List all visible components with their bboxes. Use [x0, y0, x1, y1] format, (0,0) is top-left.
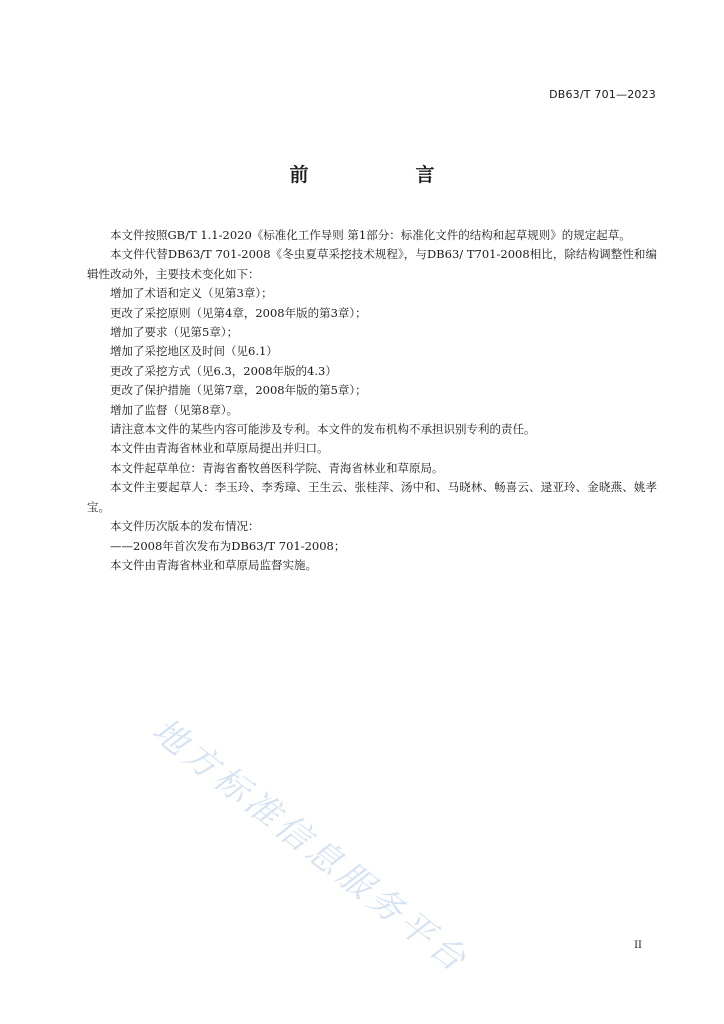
paragraph: 请注意本文件的某些内容可能涉及专利。本文件的发布机构不承担识别专利的责任。 — [110, 422, 536, 437]
change-item: 增加了监督（见第8章）。 — [110, 402, 239, 417]
paragraph: 本文件起草单位：青海省畜牧兽医科学院、青海省林业和草原局。 — [110, 460, 444, 475]
change-item: 更改了采挖方式（见6.3，2008年版的4.3） — [110, 363, 337, 378]
change-item: 更改了保护措施（见第7章，2008年版的第5章）； — [110, 383, 367, 398]
paragraph: 本文件由青海省林业和草原局监督实施。 — [110, 557, 317, 572]
change-item: 增加了采挖地区及时间（见6.1） — [110, 344, 278, 359]
paragraph: 本文件代替DB63/T 701-2008《冬虫夏草采挖技术规程》，与DB63/ T701-2008相比，除结构调整性和编辑性改动外，主要技术变化如下： — [87, 247, 657, 281]
watermark: 地方标准信息服务平台 — [144, 710, 477, 982]
page-number: II — [634, 940, 642, 951]
document-body — [87, 226, 657, 575]
change-item: 增加了术语和定义（见第3章）； — [110, 286, 273, 301]
change-item: 更改了采挖原则（见第4章，2008年版的第3章）； — [110, 305, 367, 320]
change-item: 增加了要求（见第5章）； — [110, 325, 239, 340]
document-code: DB63/T 701—2023 — [549, 88, 656, 101]
paragraph: 本文件历次版本的发布情况： — [110, 519, 260, 534]
paragraph: 本文件由青海省林业和草原局提出并归口。 — [110, 441, 329, 456]
paragraph: ——2008年首次发布为DB63/T 701-2008； — [110, 538, 346, 553]
paragraph: 本文件按照GB/T 1.1-2020《标准化工作导则 第1部分：标准化文件的结构和起草规则》的规定起草。 — [110, 228, 631, 242]
paragraph: 本文件主要起草人：李玉玲、李秀璋、王生云、张桂萍、汤中和、马晓林、畅喜云、逯亚玲、金晓燕、姚孝宝。 — [87, 480, 657, 514]
page-title: 前 言 — [289, 164, 479, 186]
